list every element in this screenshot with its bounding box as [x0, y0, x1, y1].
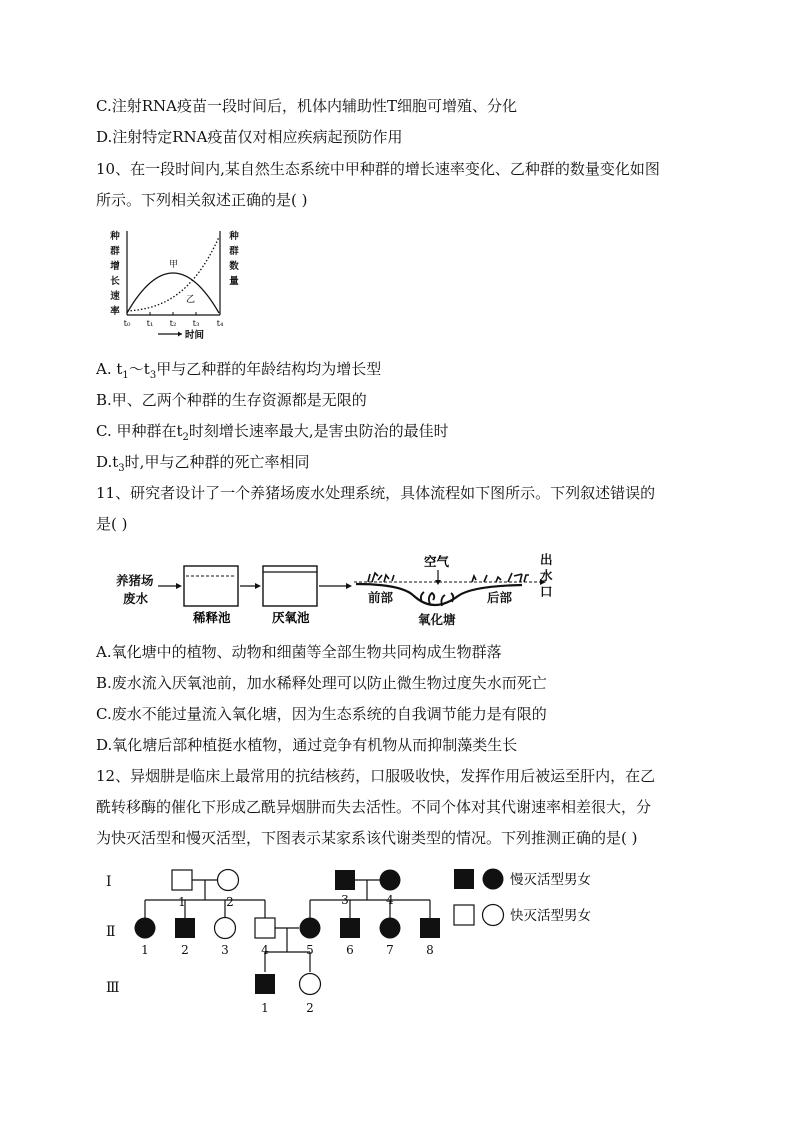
legend-slow-female	[483, 869, 504, 890]
pedigree-male-slow	[255, 974, 275, 994]
q12-stem-line2: 酰转移酶的催化下形成乙酰异烟肼而失去活性。不同个体对其代谢速率相差很大，分	[96, 798, 652, 816]
pedigree-female-slow	[135, 918, 156, 939]
q11-option-b: B.废水流入厌氧池前，加水稀释处理可以防止微生物过度失水而死亡	[96, 674, 547, 692]
source-label: 养猪场	[116, 573, 154, 588]
q10-option-a: A. $t_1\sim t_3$甲与乙种群的年龄结构均为增长型	[96, 360, 382, 381]
legend-fast-female	[483, 905, 504, 926]
pedigree-female-slow	[380, 870, 401, 891]
generation-label: Ⅲ	[106, 980, 120, 996]
left-axis-char: 增	[110, 261, 120, 272]
pedigree-label: 1	[178, 895, 186, 909]
q12-stem-line3: 为快灭活型和慢灭活型，下图表示某家系该代谢类型的情况。下列推测正确的是( )	[96, 829, 638, 847]
outlet-label: 出	[540, 552, 553, 567]
q12-pedigree-figure	[100, 860, 630, 1020]
curve-yi-label: 乙	[186, 295, 196, 305]
right-axis-char: 数	[229, 261, 239, 272]
tick-label: t₂	[169, 319, 177, 329]
left-axis-char: 率	[110, 306, 120, 317]
q11-option-a: A.氧化塘中的植物、动物和细菌等全部生物共同构成生物群落	[96, 643, 502, 661]
pedigree-label: 8	[426, 943, 434, 957]
q9-option-d: D.注射特定RNA疫苗仅对相应疾病起预防作用	[96, 128, 403, 146]
left-axis-char: 长	[110, 276, 120, 287]
generation-label: Ⅱ	[106, 924, 116, 940]
legend-fast-male	[454, 905, 474, 925]
pedigree-female-fast	[215, 918, 236, 939]
q10-option-c: C. 甲种群在$t_2$时刻增长速率最大,是害虫防治的最佳时	[96, 422, 449, 443]
q10-stem-line2: 所示。下列相关叙述正确的是( )	[96, 191, 308, 209]
anaerobic-pool-label: 厌氧池	[272, 610, 310, 625]
outlet-label: 水	[540, 568, 553, 583]
left-axis-char: 群	[110, 246, 120, 257]
tick-label: t₀	[123, 319, 131, 329]
q11-option-c: C.废水不能过量流入氧化塘，因为生态系统的自我调节能力是有限的	[96, 705, 547, 723]
curve-yi	[127, 237, 219, 311]
generation-label: Ⅰ	[106, 874, 112, 890]
dilution-pool-label: 稀释池	[193, 610, 231, 625]
pedigree-label: 2	[226, 895, 234, 909]
pond-label: 氧化塘	[418, 612, 456, 627]
tick-label: t₄	[216, 319, 224, 329]
legend-slow-male	[454, 869, 474, 889]
tick-label: t₁	[146, 319, 154, 329]
left-axis-char: 种	[110, 231, 120, 242]
pedigree-label: 5	[306, 943, 314, 957]
pedigree-label: 7	[386, 943, 394, 957]
legend-fast-label: 快灭活型男女	[510, 908, 591, 924]
pedigree-label: 4	[386, 893, 394, 907]
q11-option-d: D.氧化塘后部种植挺水植物，通过竞争有机物从而抑制藻类生长	[96, 736, 518, 754]
q12-stem-line1: 12、异烟肼是临床上最常用的抗结核药，口服吸收快，发挥作用后被运至肝内，在乙	[96, 767, 656, 785]
pedigree-label: 3	[221, 943, 229, 957]
q11-stem-line2: 是( )	[96, 515, 128, 533]
pedigree-label: 3	[341, 893, 349, 907]
q10-option-b: B.甲、乙两个种群的生存资源都是无限的	[96, 391, 367, 409]
outlet-label: 口	[540, 584, 553, 599]
pedigree-female-slow	[300, 918, 321, 939]
pedigree-male-slow	[335, 870, 355, 890]
pedigree-label: 4	[261, 943, 269, 957]
x-axis-label: 时间	[185, 330, 205, 341]
pedigree-label: 1	[141, 943, 149, 957]
source-label: 废水	[123, 591, 149, 606]
pedigree-male-fast	[255, 918, 275, 938]
pedigree-label: 2	[181, 943, 189, 957]
pedigree-label: 1	[261, 1001, 269, 1015]
pedigree-male-fast	[172, 870, 192, 890]
q10-option-d: $D.t_3$时,甲与乙种群的死亡率相同	[96, 453, 310, 474]
tick-label: t₃	[192, 319, 200, 329]
left-axis-char: 速	[110, 291, 120, 302]
pedigree-label: 2	[306, 1001, 314, 1015]
pedigree-female-fast	[218, 870, 239, 891]
right-axis-char: 量	[229, 276, 239, 287]
pedigree-label: 6	[346, 943, 354, 957]
air-label: 空气	[424, 554, 450, 569]
back-label: 后部	[487, 590, 513, 605]
q9-option-c: C.注射RNA疫苗一段时间后，机体内辅助性T细胞可增殖、分化	[96, 97, 517, 115]
q11-stem-line1: 11、研究者设计了一个养猪场废水处理系统，具体流程如下图所示。下列叙述错误的	[96, 484, 656, 502]
dilution-pool	[184, 566, 238, 606]
curve-jia	[127, 273, 219, 313]
q10-stem-line1: 10、在一段时间内,某自然生态系统中甲种群的增长速率变化、乙种群的数量变化如图	[96, 160, 660, 178]
q10-population-figure	[100, 225, 260, 345]
legend-slow-label: 慢灭活型男女	[510, 872, 591, 888]
pedigree-female-fast	[300, 974, 321, 995]
right-axis-char: 群	[229, 246, 239, 257]
front-label: 前部	[368, 590, 394, 605]
pedigree-female-slow	[380, 918, 401, 939]
pedigree-male-slow	[175, 918, 195, 938]
q11-wastewater-figure	[112, 552, 562, 628]
right-axis-char: 种	[229, 231, 239, 242]
pedigree-male-slow	[420, 918, 440, 938]
curve-jia-label: 甲	[169, 260, 179, 270]
pedigree-male-slow	[340, 918, 360, 938]
